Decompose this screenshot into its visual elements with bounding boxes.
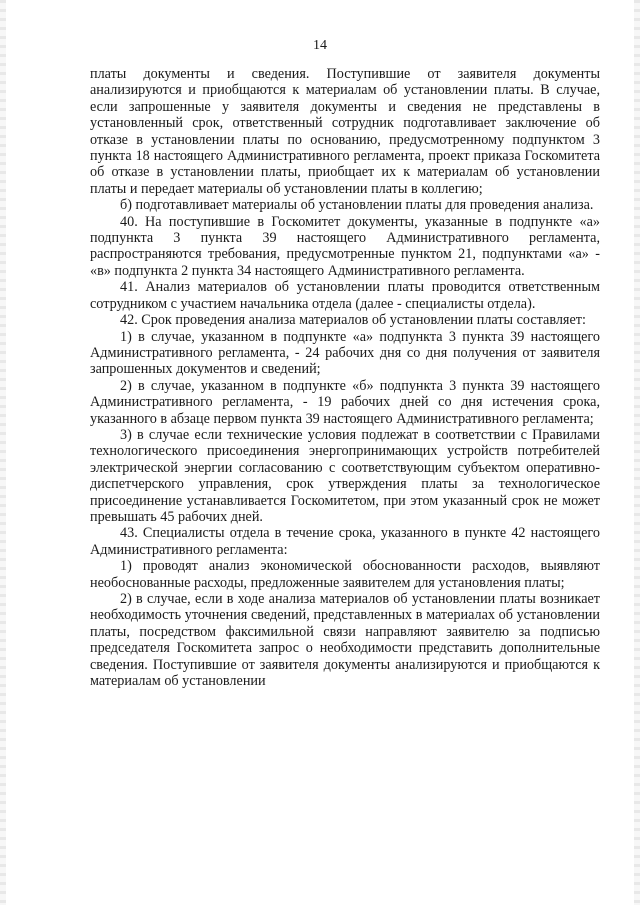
clause-43-item-2: 2) в случае, если в ходе анализа материалов об установлении платы возникает необходимость уточнения сведений, представленных в материалах об установлении платы, посредством факсимильной связи направляют заявителю за подписью председателя Госкомитета запрос о необходимости представить дополнительные сведения. Поступившие от заявителя документы анализируются и приобщаются к материалам об установлении <box>90 591 600 690</box>
subitem-b: б) подготавливает материалы об установлении платы для проведения анализа. <box>120 197 594 214</box>
clause-43-item-1: 1) проводят анализ экономической обоснованности расходов, выявляют необоснованные расходы, предложенные заявителем для установления платы; <box>90 558 600 591</box>
clause-43: 43. Специалисты отдела в течение срока, указанного в пункте 42 настоящего Административного регламента: <box>90 525 600 558</box>
scan-edge-right <box>634 0 640 905</box>
clause-41: 41. Анализ материалов об установлении платы проводится ответственным сотрудником с участием начальника отдела (далее - специалисты отдела). <box>90 279 600 312</box>
clause-40: 40. На поступившие в Госкомитет документы, указанные в подпункте «а» подпункта 3 пункта 39 настоящего Административного регламента, распространяются требования, предусмотренные пунктом 21, подпунктами «а» - «в» подпункта 2 пункта 34 настоящего Административного регламента. <box>90 213 600 279</box>
clause-42-item-3: 3) в случае если технические условия подлежат в соответствии с Правилами технологического присоединения энергопринимающих устройств потребителей электрической энергии согласованию с соответствующим субъектом оперативно-диспетчерского управления, срок утверждения платы за технологическое присоединение устанавливается Госкомитетом, при этом указанный срок не может превышать 45 рабочих дней. <box>90 426 600 525</box>
clause-42-item-1: 1) в случае, указанном в подпункте «а» подпункта 3 пункта 39 настоящего Административного регламента, - 24 рабочих дня со дня получения от заявителя запрошенных документов и сведений; <box>90 328 600 378</box>
scan-edge-left <box>0 0 6 905</box>
document-body <box>90 66 600 689</box>
page-number: 14 <box>313 38 327 53</box>
paragraph-continuation: платы документы и сведения. Поступившие от заявителя документы анализируются и приобщаются к материалам об установлении платы. В случае, если запрошенные у заявителя документы и сведения не представлены в установленный срок, ответственный сотрудник подготавливает заключение об отказе в установлении платы по основанию, предусмотренному подпунктом 3 пункта 18 настоящего Административного регламента, проект приказа Госкомитета об отказе в установлении платы, приобщает их к материалам об установлении платы и передает материалы об установлении платы в коллегию; <box>90 66 600 197</box>
clause-42: 42. Срок проведения анализа материалов об установлении платы составляет: <box>120 312 586 329</box>
clause-42-item-2: 2) в случае, указанном в подпункте «б» подпункта 3 пункта 39 настоящего Административного регламента, - 19 рабочих дней со дня истечения срока, указанного в абзаце первом пункта 39 настоящего Административного регламента; <box>90 377 600 427</box>
